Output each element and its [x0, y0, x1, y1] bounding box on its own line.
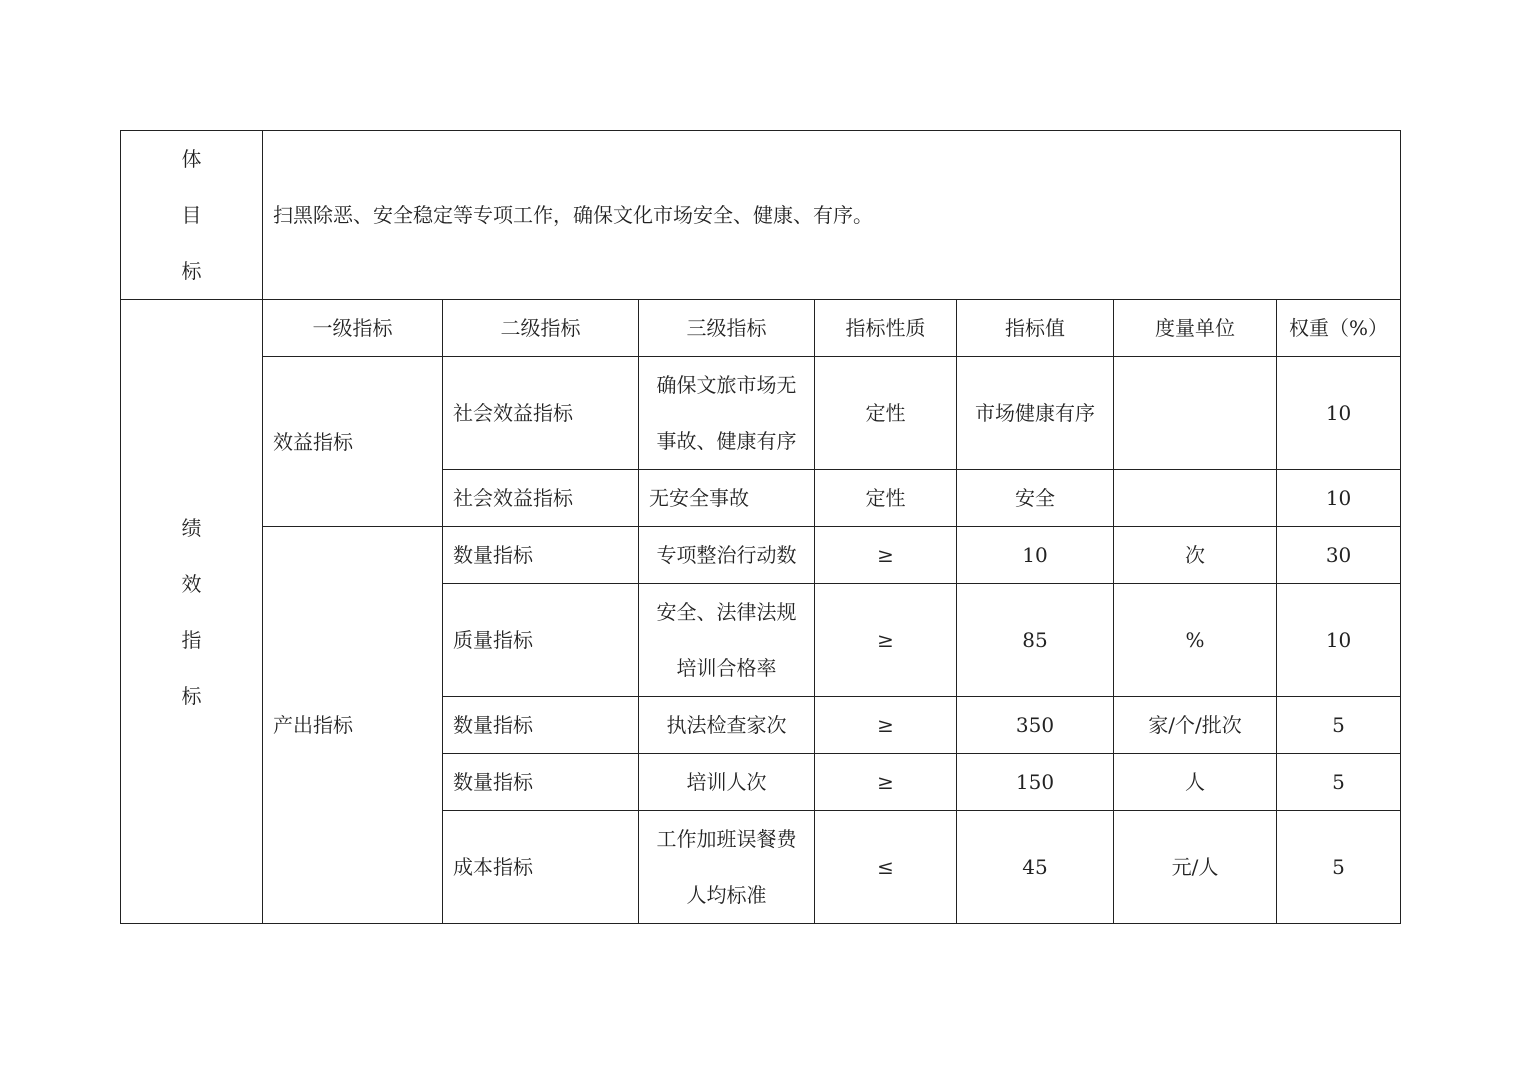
nature-cell: ≤ [815, 811, 957, 924]
weight-cell: 10 [1277, 470, 1401, 527]
weight-cell: 5 [1277, 754, 1401, 811]
value-cell: 安全 [957, 470, 1114, 527]
level1-benefit: 效益指标 [263, 357, 443, 527]
performance-target-table [120, 130, 1401, 924]
value-cell: 10 [957, 527, 1114, 584]
header-level2: 二级指标 [443, 300, 639, 357]
value-cell: 85 [957, 584, 1114, 697]
indicator-header-row [121, 300, 1401, 357]
value-cell: 45 [957, 811, 1114, 924]
header-weight: 权重（%） [1277, 300, 1401, 357]
value-cell: 350 [957, 697, 1114, 754]
level3-cell: 培训人次 [639, 754, 815, 811]
nature-cell: ≥ [815, 754, 957, 811]
level2-cell: 数量指标 [443, 697, 639, 754]
header-level3: 三级指标 [639, 300, 815, 357]
overall-goal-text: 扫黑除恶、安全稳定等专项工作，确保文化市场安全、健康、有序。 [263, 131, 1401, 300]
level2-cell: 质量指标 [443, 584, 639, 697]
nature-cell: 定性 [815, 357, 957, 470]
value-cell: 150 [957, 754, 1114, 811]
performance-side-label: 绩 效 指 标 [121, 300, 263, 924]
nature-cell: 定性 [815, 470, 957, 527]
unit-cell: 次 [1114, 527, 1277, 584]
header-nature: 指标性质 [815, 300, 957, 357]
weight-cell: 10 [1277, 584, 1401, 697]
level3-cell: 安全、法律法规 培训合格率 [639, 584, 815, 697]
weight-cell: 5 [1277, 697, 1401, 754]
nature-cell: ≥ [815, 584, 957, 697]
level3-cell: 无安全事故 [639, 470, 815, 527]
overall-goal-row [121, 131, 1401, 300]
level2-cell: 数量指标 [443, 754, 639, 811]
level2-cell: 成本指标 [443, 811, 639, 924]
unit-cell: 人 [1114, 754, 1277, 811]
overall-goal-side-label: 体 目 标 [121, 131, 263, 300]
weight-cell: 5 [1277, 811, 1401, 924]
level2-cell: 数量指标 [443, 527, 639, 584]
weight-cell: 30 [1277, 527, 1401, 584]
value-cell: 市场健康有序 [957, 357, 1114, 470]
level3-cell: 确保文旅市场无 事故、健康有序 [639, 357, 815, 470]
table-row [121, 527, 1401, 584]
weight-cell: 10 [1277, 357, 1401, 470]
level1-output: 产出指标 [263, 527, 443, 924]
level2-cell: 社会效益指标 [443, 357, 639, 470]
header-level1: 一级指标 [263, 300, 443, 357]
unit-cell: 家/个/批次 [1114, 697, 1277, 754]
level2-cell: 社会效益指标 [443, 470, 639, 527]
table-row [121, 357, 1401, 470]
header-unit: 度量单位 [1114, 300, 1277, 357]
level3-cell: 专项整治行动数 [639, 527, 815, 584]
nature-cell: ≥ [815, 527, 957, 584]
nature-cell: ≥ [815, 697, 957, 754]
unit-cell [1114, 470, 1277, 527]
level3-cell: 工作加班误餐费 人均标准 [639, 811, 815, 924]
unit-cell [1114, 357, 1277, 470]
level3-cell: 执法检查家次 [639, 697, 815, 754]
unit-cell: 元/人 [1114, 811, 1277, 924]
header-value: 指标值 [957, 300, 1114, 357]
unit-cell: % [1114, 584, 1277, 697]
